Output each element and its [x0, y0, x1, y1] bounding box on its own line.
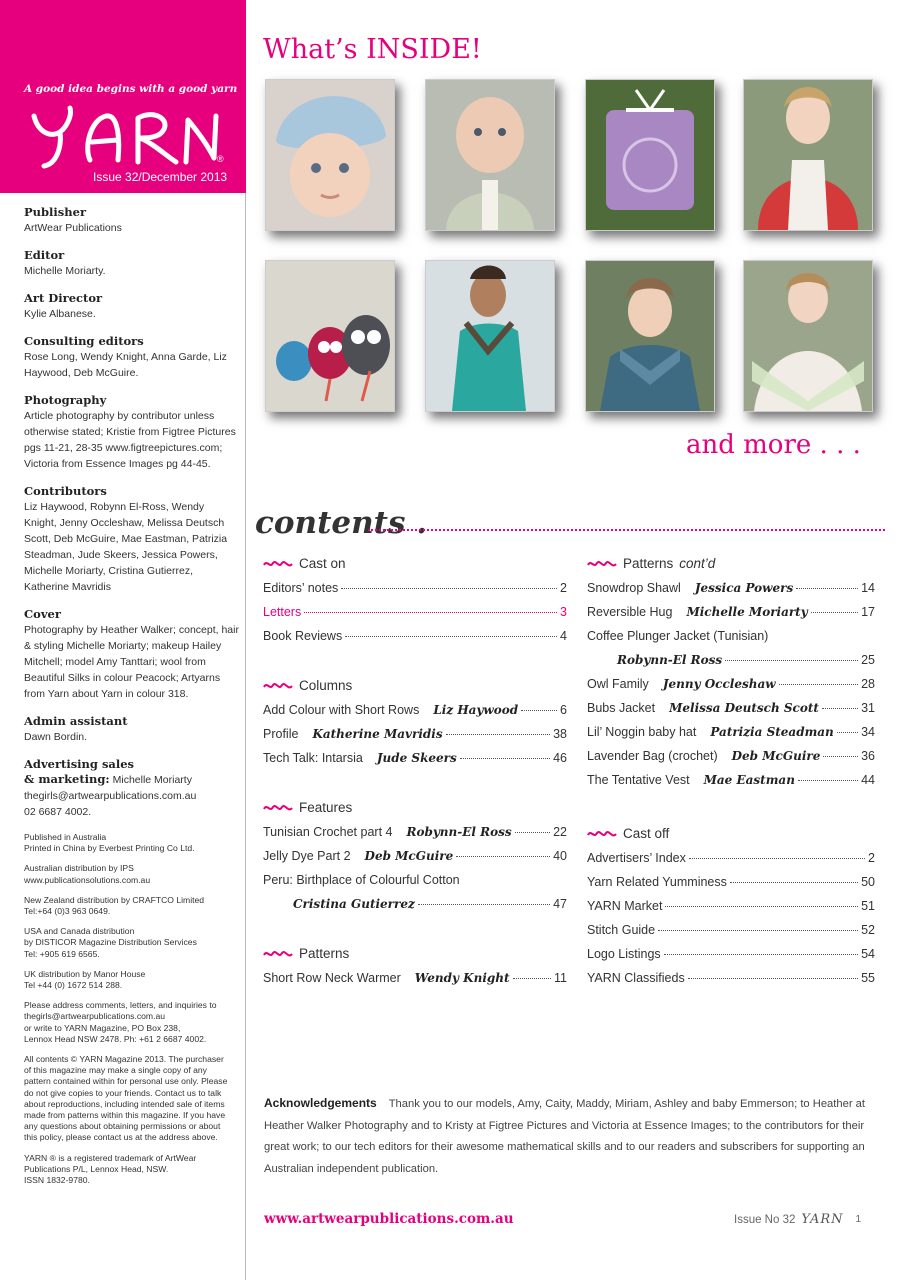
toc-author: Wendy Knight	[414, 971, 510, 985]
toc-author: Katherine Mavridis	[312, 727, 443, 741]
photo-lace-shawl	[743, 260, 873, 412]
photo-lavender-bag	[585, 79, 715, 231]
section-heading-columns	[263, 674, 567, 698]
fineprint	[24, 832, 239, 1186]
section-heading-cast-off	[587, 822, 875, 846]
section-heading-label: Patterns	[299, 946, 350, 961]
section-heading-label: Cast on	[299, 556, 346, 571]
toc-page: 17	[861, 605, 875, 619]
toc-entry[interactable]	[263, 600, 567, 624]
toc-page: 2	[868, 851, 875, 865]
toc-entry[interactable]	[587, 870, 875, 894]
toc-page: 3	[560, 605, 567, 619]
swirl-ornament-icon	[263, 803, 293, 813]
credit-text: Liz Haywood, Robynn El-Ross, Wendy Knight, Jenny Occleshaw, Melissa Deutsch Scott, Deb McGuire, Mae Eastman, Patrizia Steadman, Jude Skeers, Jessica Powers, Michelle Moriarty, Cristina Gutierrez, Katherine Mavridis	[24, 501, 228, 593]
toc-entry[interactable]	[587, 576, 875, 600]
credit-advertising	[24, 757, 239, 820]
toc-title: Add Colour with Short Rows	[263, 703, 420, 717]
fineprint-block: Please address comments, letters, and inquiries to thegirls@artwearpublications.com.au or write to YARN Magazine, PO Box 238, Lennox Head NSW 2478. Ph: +61 2 6687 4002.	[24, 1000, 217, 1044]
toc-page: 28	[861, 677, 875, 691]
acknowledgements-heading: Acknowledgements	[264, 1096, 377, 1110]
toc-author: Robynn-El Ross	[406, 825, 512, 839]
toc-entry[interactable]	[263, 868, 567, 892]
toc-page: 51	[861, 899, 875, 913]
section-heading-suffix: cont’d	[679, 556, 716, 571]
credit-photography	[24, 393, 239, 472]
credit-text: ArtWear Publications	[24, 222, 122, 234]
contents-heading: contents .	[255, 505, 428, 541]
toc-title: Coffee Plunger Jacket (Tunisian)	[587, 629, 769, 643]
footer-issue-label: Issue No 32	[734, 1213, 796, 1226]
credit-text: Photography by Heather Walker; concept, hair & styling Michelle Moriarty; makeup Hailey Mitchell; model Amy Tanttari; wool from Beautiful Silks in colour Peacock; Artyarns from Yarn about Yarn in colour 318.	[24, 624, 239, 700]
toc-page: 14	[861, 581, 875, 595]
toc-title: YARN Market	[587, 899, 663, 913]
advertising-phone: 02 6687 4002.	[24, 806, 92, 818]
swirl-ornament-icon	[587, 829, 617, 839]
issue-label: Issue 32/December 2013	[93, 170, 228, 184]
page-title: What’s INSIDE!	[263, 34, 482, 65]
toc-author: Robynn-El Ross	[617, 653, 723, 667]
toc-entry[interactable]	[263, 698, 567, 722]
section-heading-patterns	[263, 942, 567, 966]
photo-owl-family	[265, 260, 395, 412]
toc-author: Mae Eastman	[703, 773, 795, 787]
toc-page: 52	[861, 923, 875, 937]
credit-consulting-editors	[24, 334, 239, 381]
toc-page: 31	[861, 701, 875, 715]
toc-title: Logo Listings	[587, 947, 661, 961]
tagline: A good idea begins with a good yarn	[24, 83, 238, 95]
section-heading-features	[263, 796, 567, 820]
photo-baby-bonnet	[265, 79, 395, 231]
photo-red-shrug	[743, 79, 873, 231]
footer-issue	[734, 1212, 861, 1227]
toc-page: 47	[553, 897, 567, 911]
toc-entry[interactable]	[587, 600, 875, 624]
toc-author: Cristina Gutierrez	[293, 897, 415, 911]
toc-page: 22	[553, 825, 567, 839]
toc-page: 40	[553, 849, 567, 863]
toc-title: Letters	[263, 605, 302, 619]
toc-title: YARN Classifieds	[587, 971, 685, 985]
toc-left-column	[263, 552, 567, 990]
credit-text: Rose Long, Wendy Knight, Anna Garde, Liz Haywood, Deb McGuire.	[24, 351, 227, 379]
footer-logo: YARN	[801, 1212, 844, 1227]
toc-author: Michelle Moriarty	[686, 605, 808, 619]
and-more-label: and more . . .	[686, 430, 861, 460]
fineprint-block: YARN ® is a registered trademark of ArtWear Publications P/L, Lennox Head, NSW. ISSN 1832-9780.	[24, 1152, 197, 1186]
toc-title: Stitch Guide	[587, 923, 656, 937]
toc-entry[interactable]	[263, 966, 567, 990]
credit-publisher	[24, 205, 239, 236]
toc-entry[interactable]	[263, 820, 567, 844]
footer-page-number: 1	[855, 1214, 862, 1225]
toc-entry[interactable]	[587, 648, 875, 672]
credit-text: Dawn Bordin.	[24, 731, 88, 743]
section-heading-label: Cast off	[623, 826, 670, 841]
toc-page: 34	[861, 725, 875, 739]
toc-title: Peru: Birthplace of Colourful Cotton	[263, 873, 460, 887]
toc-entry[interactable]	[263, 844, 567, 868]
advertising-heading-2: & marketing:	[24, 772, 110, 786]
credit-editor	[24, 248, 239, 279]
section-heading-label: Patterns	[623, 556, 674, 571]
credit-heading: Contributors	[24, 484, 107, 498]
toc-entry[interactable]	[263, 892, 567, 916]
toc-title: Jelly Dye Part 2	[263, 849, 351, 863]
credit-heading: Art Director	[24, 291, 103, 305]
toc-page: 4	[560, 629, 567, 643]
toc-right-column	[587, 552, 875, 990]
fineprint-block: UK distribution by Manor House Tel +44 (0) 1672 514 288.	[24, 968, 146, 991]
registered-mark: ®	[217, 154, 224, 164]
toc-page: 25	[861, 653, 875, 667]
toc-entry[interactable]	[587, 942, 875, 966]
fineprint-block: New Zealand distribution by CRAFTCO Limited Tel:+64 (0)3 963 0649.	[24, 894, 205, 917]
toc-title: Lil’ Noggin baby hat	[587, 725, 697, 739]
advertising-name: Michelle Moriarty	[112, 774, 192, 786]
toc-title: Reversible Hug	[587, 605, 673, 619]
toc-author: Jude Skeers	[376, 751, 457, 765]
toc-title: The Tentative Vest	[587, 773, 690, 787]
toc-title: Tech Talk: Intarsia	[263, 751, 363, 765]
toc-page: 50	[861, 875, 875, 889]
credit-admin	[24, 714, 239, 745]
toc-author: Melissa Deutsch Scott	[669, 701, 819, 715]
toc-page: 36	[861, 749, 875, 763]
credit-contributors	[24, 484, 239, 595]
credit-heading: Photography	[24, 393, 107, 407]
credit-text: Michelle Moriarty.	[24, 265, 106, 277]
toc-page: 46	[553, 751, 567, 765]
toc-entry[interactable]	[587, 846, 875, 870]
swirl-ornament-icon	[587, 559, 617, 569]
credits	[24, 205, 239, 1195]
toc-title: Bubs Jacket	[587, 701, 656, 715]
toc-title: Yarn Related Yumminess	[587, 875, 727, 889]
section-heading-cast-on	[263, 552, 567, 576]
toc-title: Lavender Bag (crochet)	[587, 749, 718, 763]
section-heading-label: Features	[299, 800, 353, 815]
yarn-logo	[28, 98, 228, 178]
acknowledgements-text: Thank you to our models, Amy, Caity, Maddy, Miriam, Ashley and baby Emmerson; to Heather at Heather Walker Photography and to Kristy at Figtree Pictures and Victoria at Essence Images; to the contributors for their great work; to our tech editors for their awesome mathematical skills and to our readers and subscribers for supporting an Australian independent publication.	[264, 1098, 865, 1175]
toc-entry[interactable]	[587, 894, 875, 918]
toc-author: Liz Haywood	[433, 703, 519, 717]
toc-title: Profile	[263, 727, 299, 741]
credit-heading: Publisher	[24, 205, 86, 219]
credit-heading: Admin assistant	[24, 714, 128, 728]
photo-baby-cardigan	[425, 79, 555, 231]
section-heading-label: Columns	[299, 678, 353, 693]
toc-page: 2	[560, 581, 567, 595]
fineprint-block: Published in Australia Printed in China by Everbest Printing Co Ltd.	[24, 832, 195, 854]
toc-page: 6	[560, 703, 567, 717]
toc-title: Tunisian Crochet part 4	[263, 825, 393, 839]
toc-entry[interactable]	[263, 624, 567, 648]
toc-page: 38	[553, 727, 567, 741]
toc-author: Jenny Occleshaw	[662, 677, 776, 691]
photo-teal-top	[425, 260, 555, 412]
toc-page: 11	[554, 971, 567, 985]
toc-page: 54	[861, 947, 875, 961]
toc-entry[interactable]	[587, 918, 875, 942]
credit-heading: Cover	[24, 607, 61, 621]
toc-entry[interactable]	[263, 722, 567, 746]
toc-entry[interactable]	[263, 746, 567, 770]
credit-art-director	[24, 291, 239, 322]
advertising-email[interactable]: thegirls@artwearpublications.com.au	[24, 790, 197, 802]
toc-title: Book Reviews	[263, 629, 343, 643]
toc-author: Jessica Powers	[694, 581, 794, 595]
toc-author: Deb McGuire	[731, 749, 821, 763]
toc-title: Advertisers’ Index	[587, 851, 686, 865]
toc-entry[interactable]	[587, 768, 875, 792]
toc-entry[interactable]	[587, 744, 875, 768]
fineprint-block: All contents © YARN Magazine 2013. The purchaser of this magazine may make a single copy of any pattern contained within for personal use only. Please do not give copies to your friends. Contact us to talk about reproductions, including intended sale of items made from patterns within this magazine. If you have any questions about obtaining permissions or about this policy, please contact us at the address above.	[24, 1054, 228, 1143]
toc-page: 44	[861, 773, 875, 787]
contents-dotted-rule	[368, 529, 885, 531]
toc-title: Editors’ notes	[263, 581, 339, 595]
toc-author: Deb McGuire	[364, 849, 454, 863]
toc-author: Patrizia Steadman	[710, 725, 834, 739]
masthead-banner	[0, 0, 246, 193]
website-link[interactable]: www.artwearpublications.com.au	[264, 1211, 514, 1227]
toc-entry[interactable]	[587, 672, 875, 696]
acknowledgements	[264, 1093, 878, 1180]
photo-neck-warmer	[585, 260, 715, 412]
masthead-sidebar	[0, 0, 246, 1280]
advertising-heading: Advertising sales	[24, 757, 135, 771]
credit-heading: Editor	[24, 248, 65, 262]
credit-text: Article photography by contributor unless otherwise stated; Kristie from Figtree Pictures pgs 11-21, 28-35 www.figtreepictures.com; Victoria from Essence Images pg 44-45.	[24, 410, 236, 470]
toc-title: Short Row Neck Warmer	[263, 971, 401, 985]
toc-entry[interactable]	[587, 966, 875, 990]
credit-cover	[24, 607, 239, 702]
toc-title: Snowdrop Shawl	[587, 581, 681, 595]
toc-entry[interactable]	[263, 576, 567, 600]
section-heading-patterns-cont	[587, 552, 875, 576]
toc-entry[interactable]	[587, 696, 875, 720]
toc-title: Owl Family	[587, 677, 649, 691]
toc-entry[interactable]	[587, 624, 875, 648]
fineprint-block: USA and Canada distribution by DISTICOR Magazine Distribution Services Tel: +905 619 6565.	[24, 926, 197, 959]
credit-heading: Consulting editors	[24, 334, 144, 348]
swirl-ornament-icon	[263, 559, 293, 569]
toc-page: 55	[861, 971, 875, 985]
toc-entry[interactable]	[587, 720, 875, 744]
swirl-ornament-icon	[263, 949, 293, 959]
fineprint-block: Australian distribution by IPS www.publicationsolutions.com.au	[24, 863, 151, 885]
credit-text: Kylie Albanese.	[24, 308, 96, 320]
swirl-ornament-icon	[263, 681, 293, 691]
